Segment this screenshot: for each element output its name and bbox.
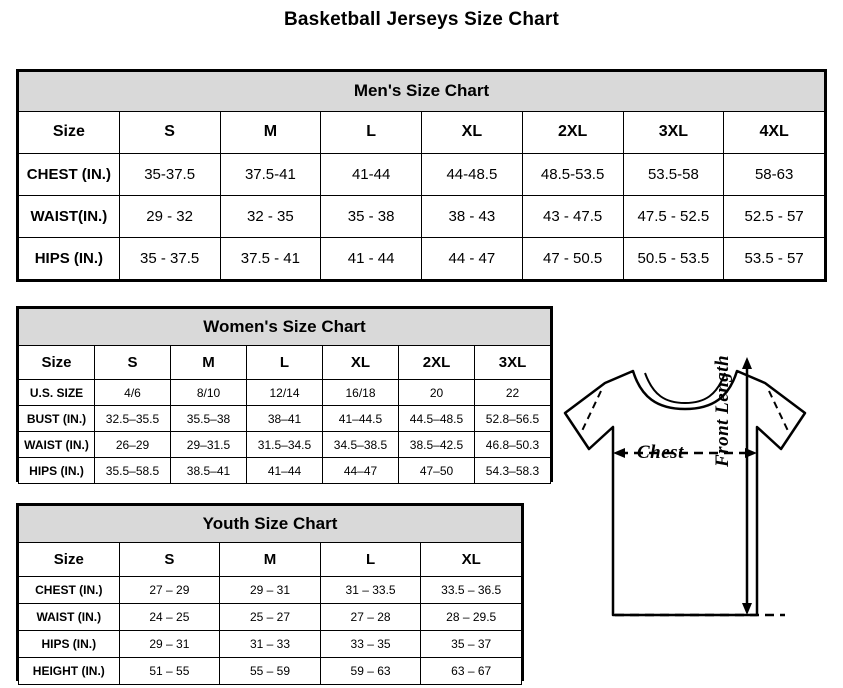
table-row <box>19 195 825 237</box>
row-label-waist: WAIST(IN.) <box>19 195 120 237</box>
cell-waist-2xl: 43 - 47.5 <box>522 195 623 237</box>
column-header-m: M <box>220 111 321 153</box>
womens-size-table <box>18 308 551 484</box>
column-header-xl: XL <box>421 543 522 577</box>
cell-chest-4xl: 58-63 <box>724 153 825 195</box>
cell-height-m: 55 – 59 <box>220 658 321 685</box>
chest-measurement-label: Chest <box>637 442 684 463</box>
cell-chest-l: 31 – 33.5 <box>320 577 421 604</box>
cell-waist-m: 29–31.5 <box>171 432 247 458</box>
row-label-chest: CHEST (IN.) <box>19 153 120 195</box>
row-label-chest: CHEST (IN.) <box>19 577 120 604</box>
cell-height-s: 51 – 55 <box>119 658 220 685</box>
page-title: Basketball Jerseys Size Chart <box>283 9 560 30</box>
column-header-size: Size <box>19 111 120 153</box>
table-header-row <box>19 111 825 153</box>
cell-hips-s: 35 - 37.5 <box>119 237 220 279</box>
cell-chest-xl: 33.5 – 36.5 <box>421 577 522 604</box>
table-row <box>19 237 825 279</box>
jersey-outline-icon <box>545 349 835 679</box>
womens-size-chart <box>16 306 553 482</box>
column-header-xl: XL <box>422 111 523 153</box>
table-row <box>19 432 551 458</box>
column-header-2xl: 2XL <box>399 346 475 380</box>
cell-chest-m: 37.5-41 <box>220 153 321 195</box>
column-header-4xl: 4XL <box>724 111 825 153</box>
table-row <box>19 153 825 195</box>
cell-hips-m: 31 – 33 <box>220 631 321 658</box>
cell-hips-l: 33 – 35 <box>320 631 421 658</box>
youth-size-table <box>18 505 522 685</box>
cell-waist-3xl: 46.8–50.3 <box>475 432 551 458</box>
youth-chart-title: Youth Size Chart <box>19 506 522 543</box>
column-header-size: Size <box>19 543 120 577</box>
table-header-row <box>19 543 522 577</box>
cell-us-2xl: 20 <box>399 380 475 406</box>
column-header-m: M <box>220 543 321 577</box>
front-length-measurement-label: Front Length <box>712 354 733 467</box>
column-header-s: S <box>95 346 171 380</box>
cell-bust-xl: 41–44.5 <box>323 406 399 432</box>
cell-height-xl: 63 – 67 <box>421 658 522 685</box>
cell-hips-2xl: 47 - 50.5 <box>522 237 623 279</box>
row-label-hips: HIPS (IN.) <box>19 237 120 279</box>
row-label-waist: WAIST (IN.) <box>19 604 120 631</box>
row-label-hips: HIPS (IN.) <box>19 458 95 484</box>
column-header-2xl: 2XL <box>522 111 623 153</box>
column-header-xl: XL <box>323 346 399 380</box>
mens-size-chart <box>16 69 827 282</box>
table-row <box>19 406 551 432</box>
table-row <box>19 380 551 406</box>
cell-hips-3xl: 50.5 - 53.5 <box>623 237 724 279</box>
cell-hips-s: 35.5–58.5 <box>95 458 171 484</box>
table-row <box>19 604 522 631</box>
table-row <box>19 631 522 658</box>
cell-hips-xl: 44–47 <box>323 458 399 484</box>
table-row <box>19 458 551 484</box>
cell-waist-xl: 34.5–38.5 <box>323 432 399 458</box>
cell-hips-s: 29 – 31 <box>119 631 220 658</box>
cell-hips-xl: 44 - 47 <box>422 237 523 279</box>
cell-waist-l: 27 – 28 <box>320 604 421 631</box>
row-label-bust: BUST (IN.) <box>19 406 95 432</box>
cell-chest-2xl: 48.5-53.5 <box>522 153 623 195</box>
column-header-l: L <box>321 111 422 153</box>
cell-waist-3xl: 47.5 - 52.5 <box>623 195 724 237</box>
cell-waist-s: 26–29 <box>95 432 171 458</box>
cell-chest-xl: 44-48.5 <box>422 153 523 195</box>
column-header-3xl: 3XL <box>475 346 551 380</box>
cell-hips-m: 37.5 - 41 <box>220 237 321 279</box>
cell-waist-s: 24 – 25 <box>119 604 220 631</box>
cell-waist-2xl: 38.5–42.5 <box>399 432 475 458</box>
cell-bust-l: 38–41 <box>247 406 323 432</box>
shirt-measurement-diagram <box>545 349 835 679</box>
cell-bust-2xl: 44.5–48.5 <box>399 406 475 432</box>
cell-chest-m: 29 – 31 <box>220 577 321 604</box>
column-header-s: S <box>119 543 220 577</box>
cell-us-3xl: 22 <box>475 380 551 406</box>
cell-us-m: 8/10 <box>171 380 247 406</box>
row-label-us-size: U.S. SIZE <box>19 380 95 406</box>
cell-chest-s: 35-37.5 <box>119 153 220 195</box>
cell-bust-s: 32.5–35.5 <box>95 406 171 432</box>
cell-waist-l: 35 - 38 <box>321 195 422 237</box>
column-header-m: M <box>171 346 247 380</box>
cell-height-l: 59 – 63 <box>320 658 421 685</box>
table-row <box>19 658 522 685</box>
cell-bust-m: 35.5–38 <box>171 406 247 432</box>
womens-chart-title: Women's Size Chart <box>19 309 551 346</box>
cell-us-l: 12/14 <box>247 380 323 406</box>
cell-waist-m: 32 - 35 <box>220 195 321 237</box>
cell-chest-3xl: 53.5-58 <box>623 153 724 195</box>
youth-size-chart <box>16 503 524 681</box>
mens-chart-title: Men's Size Chart <box>19 72 825 112</box>
cell-hips-2xl: 47–50 <box>399 458 475 484</box>
cell-waist-xl: 28 – 29.5 <box>421 604 522 631</box>
cell-hips-3xl: 54.3–58.3 <box>475 458 551 484</box>
table-row <box>19 577 522 604</box>
column-header-3xl: 3XL <box>623 111 724 153</box>
cell-waist-s: 29 - 32 <box>119 195 220 237</box>
row-label-height: HEIGHT (IN.) <box>19 658 120 685</box>
row-label-hips: HIPS (IN.) <box>19 631 120 658</box>
cell-waist-xl: 38 - 43 <box>422 195 523 237</box>
table-title-row <box>19 72 825 112</box>
cell-us-xl: 16/18 <box>323 380 399 406</box>
cell-waist-l: 31.5–34.5 <box>247 432 323 458</box>
row-label-waist: WAIST (IN.) <box>19 432 95 458</box>
cell-us-s: 4/6 <box>95 380 171 406</box>
cell-hips-m: 38.5–41 <box>171 458 247 484</box>
cell-waist-m: 25 – 27 <box>220 604 321 631</box>
cell-hips-l: 41 - 44 <box>321 237 422 279</box>
column-header-size: Size <box>19 346 95 380</box>
cell-hips-l: 41–44 <box>247 458 323 484</box>
mens-size-table <box>18 71 825 280</box>
cell-bust-3xl: 52.8–56.5 <box>475 406 551 432</box>
column-header-l: L <box>247 346 323 380</box>
column-header-l: L <box>320 543 421 577</box>
table-title-row <box>19 506 522 543</box>
cell-chest-s: 27 – 29 <box>119 577 220 604</box>
cell-hips-xl: 35 – 37 <box>421 631 522 658</box>
cell-waist-4xl: 52.5 - 57 <box>724 195 825 237</box>
table-header-row <box>19 346 551 380</box>
cell-hips-4xl: 53.5 - 57 <box>724 237 825 279</box>
table-title-row <box>19 309 551 346</box>
cell-chest-l: 41-44 <box>321 153 422 195</box>
column-header-s: S <box>119 111 220 153</box>
